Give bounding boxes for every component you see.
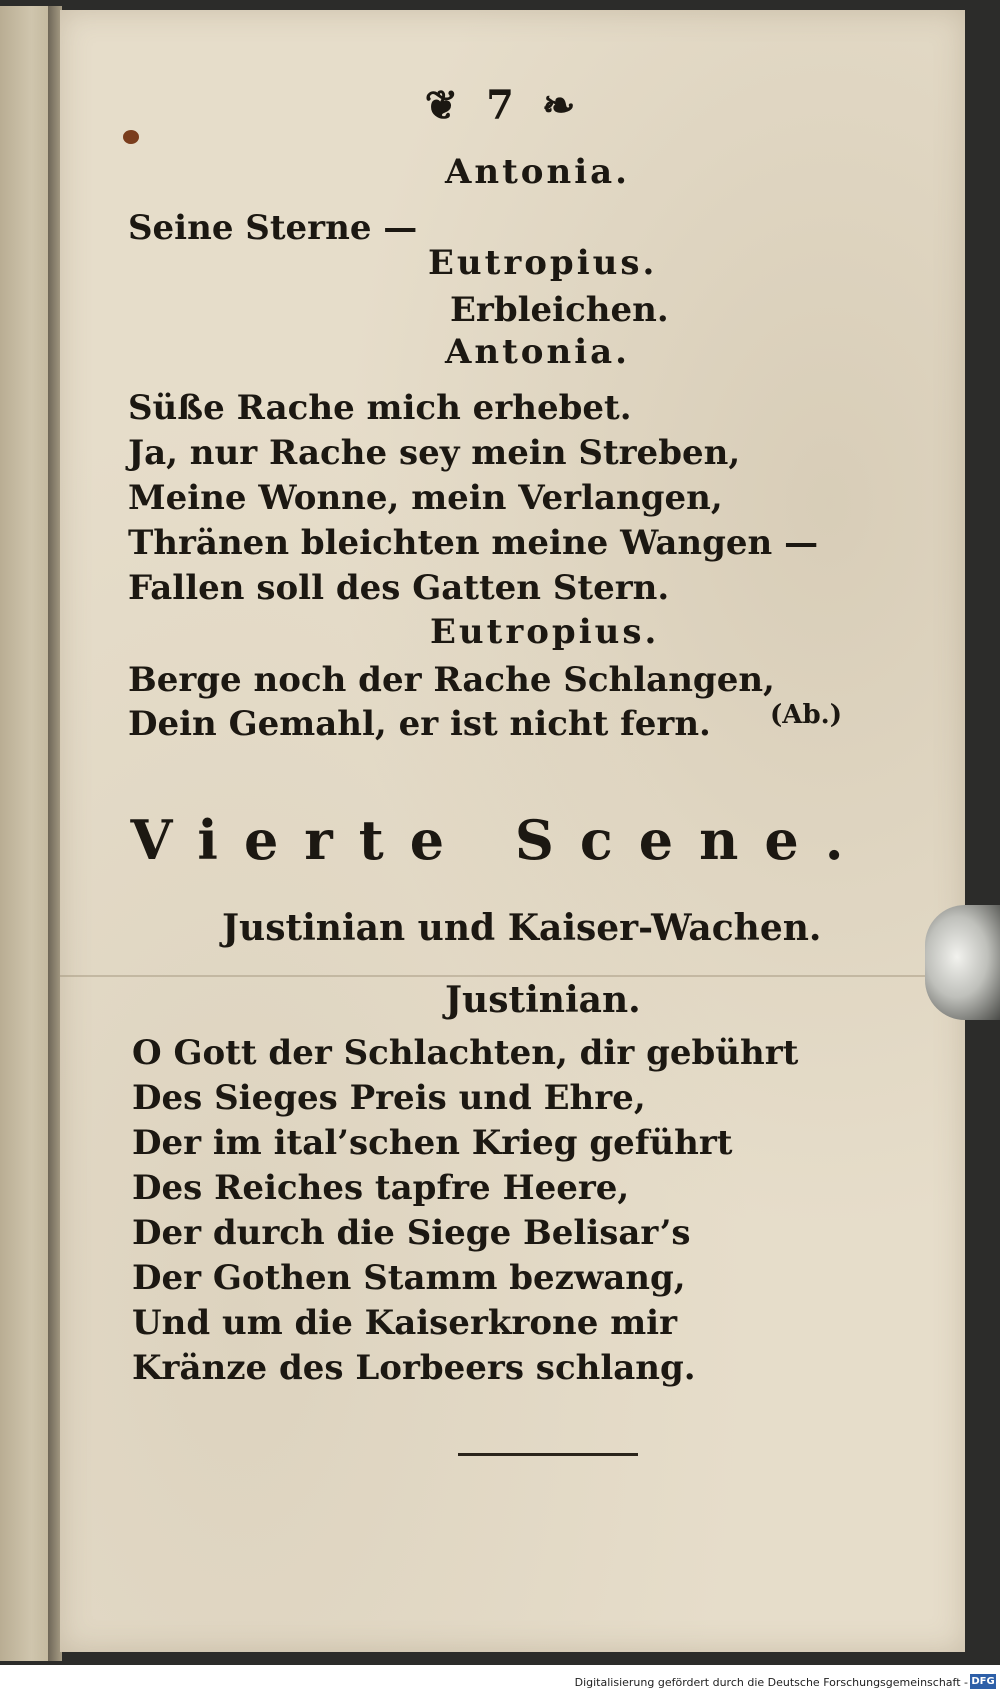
verse-line: Und um die Kaiserkrone mir	[132, 1303, 677, 1343]
verse-line: Berge noch der Rache Schlangen,	[128, 660, 775, 700]
verse-line: Seine Sterne —	[128, 208, 418, 248]
verse-line: Der Gothen Stamm bezwang,	[132, 1258, 686, 1298]
page-number: 7	[486, 82, 514, 129]
verse-line: Meine Wonne, mein Verlangen,	[128, 478, 723, 518]
verse-line: Der im ital’schen Krieg geführt	[132, 1123, 733, 1163]
verse-line: Erbleichen.	[450, 290, 669, 330]
verse-line: Thränen bleichten meine Wangen —	[128, 523, 819, 563]
speaker-antonia: Antonia.	[445, 332, 630, 372]
verse-line: Der durch die Siege Belisar’s	[132, 1213, 691, 1253]
verse-line: Kränze des Lorbeers schlang.	[132, 1348, 696, 1388]
verse-line: Des Reiches tapfre Heere,	[132, 1168, 630, 1208]
page-header	[0, 82, 1000, 129]
verse-line: Des Sieges Preis und Ehre,	[132, 1078, 646, 1118]
verse-line: Fallen soll des Gatten Stern.	[128, 568, 670, 608]
speaker-eutropius: Eutropius.	[428, 243, 658, 283]
verse-line: O Gott der Schlachten, dir gebührt	[132, 1033, 799, 1073]
verse-line: Dein Gemahl, er ist nicht fern.	[128, 704, 711, 744]
dfg-logo: DFG	[971, 1676, 995, 1687]
scene-title: Vierte Scene.	[130, 808, 870, 872]
footer-credit: Digitalisierung gefördert durch die Deutsche Forschungsgemeinschaft -	[574, 1676, 968, 1689]
speaker-justinian: Justinian.	[445, 979, 641, 1021]
verse-line: Süße Rache mich erhebet.	[128, 388, 632, 428]
speaker-antonia: Antonia.	[445, 152, 630, 192]
end-rule	[458, 1453, 638, 1456]
verse-line: Ja, nur Rache sey mein Streben,	[128, 433, 741, 473]
ornament-right-icon: ❧	[541, 82, 576, 129]
stage-direction: (Ab.)	[770, 700, 843, 730]
ornament-left-icon: ❦	[424, 82, 459, 129]
speaker-eutropius: Eutropius.	[430, 612, 660, 652]
scene-cast: Justinian und Kaiser-Wachen.	[222, 907, 822, 949]
